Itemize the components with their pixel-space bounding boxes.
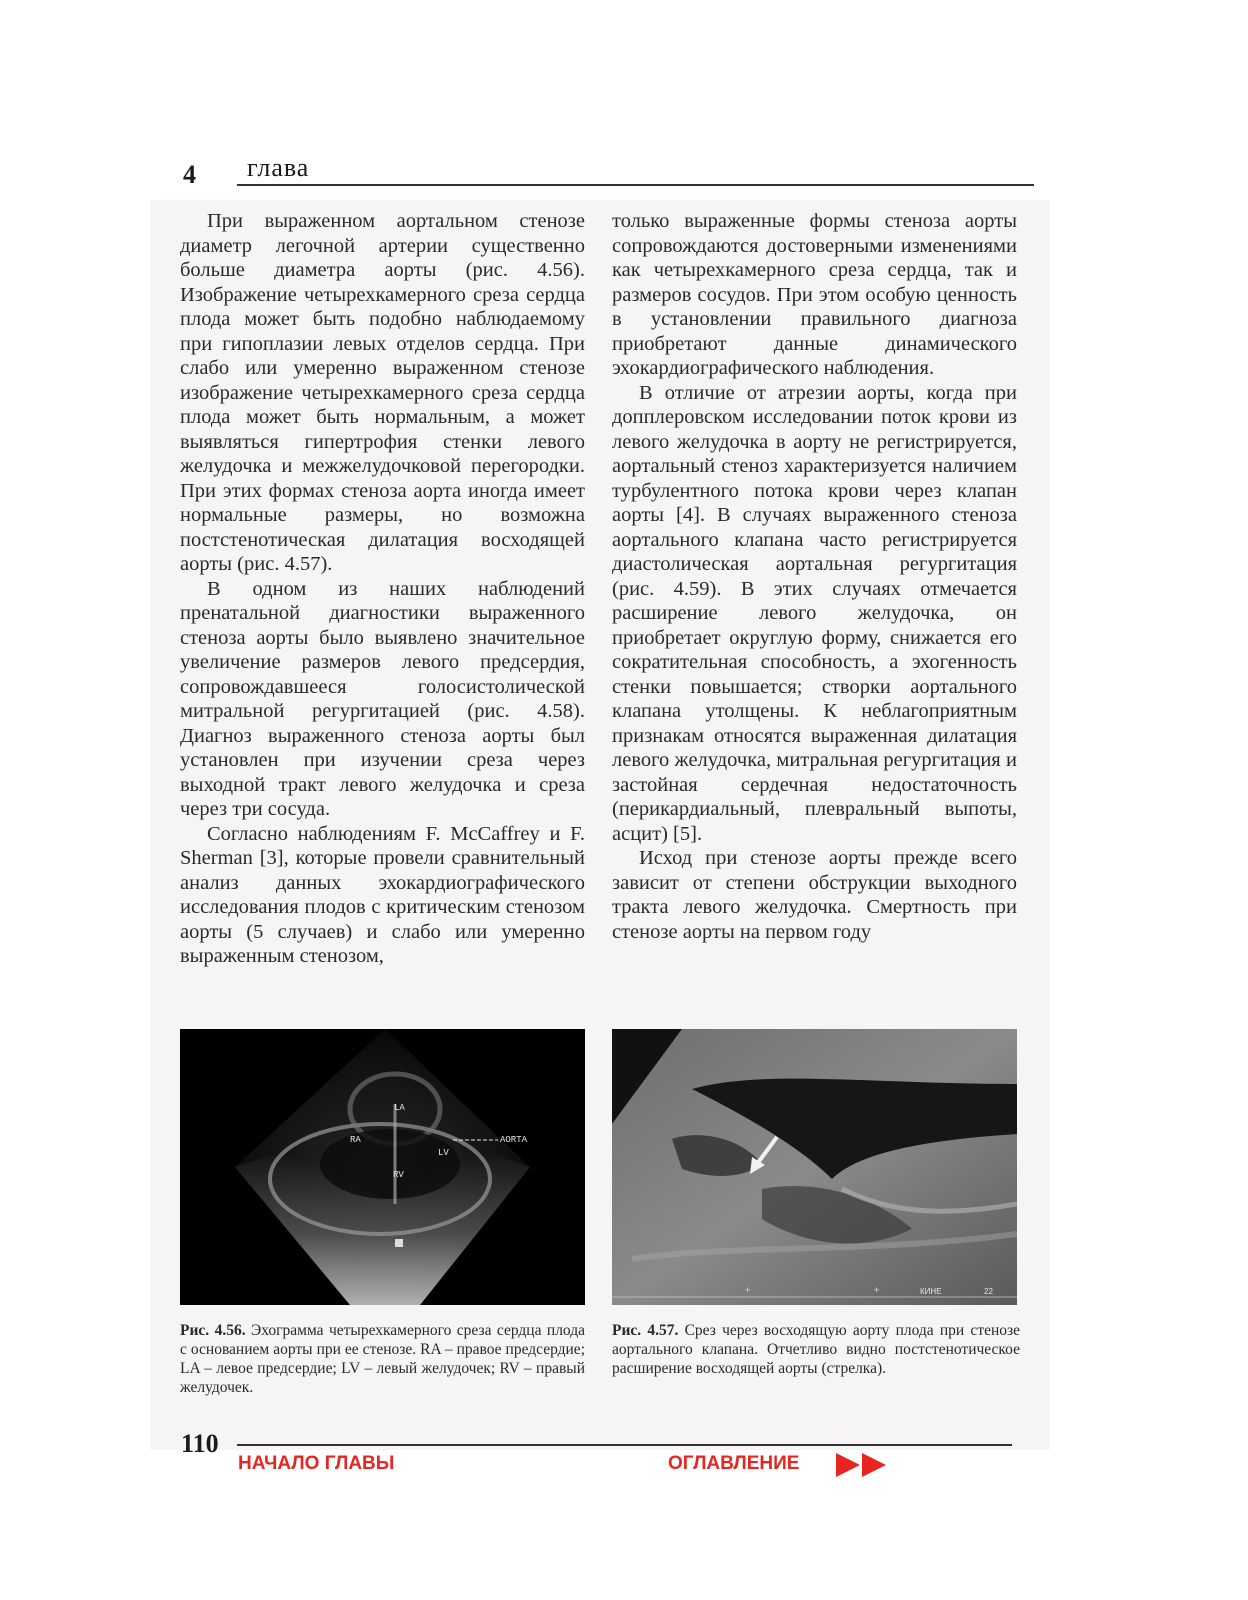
label-ra: RA <box>350 1135 361 1145</box>
figure-4-57-caption <box>612 1321 1020 1378</box>
marker-square <box>395 1239 403 1247</box>
overlay-mode-text: КИНЕ <box>920 1287 942 1296</box>
echogram-figure-4-56 <box>180 1029 585 1305</box>
chapter-word: глава <box>247 153 310 182</box>
left-paragraph-3: Согласно наблюдениям F. McCaffrey и F. Sherman [3], которые провели сравнительный анализ данных эхокардиографического исследования плодов с критическим стенозом аорты (5 случаев) и слабо или умеренно выраженным стенозом, <box>180 822 585 967</box>
chapter-number: 4 <box>183 160 196 189</box>
figure-4-57-label: Рис. 4.57. <box>612 1322 679 1339</box>
svg-text:+: + <box>874 1285 880 1295</box>
left-paragraph-1: При выраженном аортальном стенозе диаметр легочной артерии существенно больше диаметра аорты (рис. 4.56). Изображение четырехкамерного среза сердца плода может быть подобно наблюдаемому при гипоплазии левых отделов сердца. При слабо или умеренно выраженном стенозе изображение четырехкамерного среза сердца плода может быть нормальным, а может выявляться гипертрофия стенки левого желудочка и межжелудочковой перегородки. При этих формах стеноза аорта иногда имеет нормальные размеры, но возможна постстенотическая дилатация восходящей аорты (рис. 4.57). <box>180 210 585 575</box>
figure-4-57-text: Срез через восходящую аорту плода при стенозе аортального клапана. Отчетливо видно постстенотическое расширение восходящей аорты (стрелка). <box>612 1322 1021 1377</box>
figure-4-56-text: Эхограмма четырехкамерного среза сердца плода с основанием аорты при ее стенозе. RA – правое предсердие; LA – левое предсердие; LV – левый желудочек; RV – правый желудочек. <box>180 1322 586 1396</box>
figure-4-56-label: Рис. 4.56. <box>180 1322 246 1339</box>
label-la: LA <box>394 1103 405 1113</box>
right-paragraph-3: Исход при стенозе аорты прежде всего зависит от степени обструкции выходного тракта левого желудочка. Смертность при стенозе аорты на первом году <box>612 847 1017 943</box>
left-paragraph-2: В одном из наших наблюдений пренатальной диагностики выраженного стеноза аорты было выявлено значительное увеличение размеров левого предсердия, сопровождавшееся голосистолической митральной регургитацией (рис. 4.58). Диагноз выраженного стеноза аорты был установлен при изучении среза через выходной тракт левого желудочка и среза через три сосуда. <box>180 577 585 820</box>
header-rule <box>237 184 1034 186</box>
echogram-figure-4-57 <box>612 1029 1017 1305</box>
label-aorta: AORTA <box>500 1135 528 1145</box>
figure-4-56-caption <box>180 1321 585 1397</box>
echogram-image <box>180 1029 585 1305</box>
chapter-start-link[interactable]: НАЧАЛО ГЛАВЫ <box>238 1453 395 1474</box>
footer-rule <box>237 1444 1012 1446</box>
page-number: 110 <box>181 1429 219 1458</box>
right-paragraph-1: только выраженные формы стеноза аорты сопровождаются достоверными изменениями как четырехкамерного среза сердца, так и размеров сосудов. При этом особую ценность в установлении правильного диагноза приобретают данные динамического эхокардиографического наблюдения. <box>612 210 1017 379</box>
right-paragraph-2: В отличие от атрезии аорты, когда при допплеровском исследовании поток крови из левого желудочка в аорту не регистрируется, аортальный стеноз характеризуется наличием турбулентного потока крови через клапан аорты [4]. В случаях выраженного стеноза аортального клапана часто регистрируется диастолическая аортальная регургитация (рис. 4.59). В этих случаях отмечается расширение левого желудочка, он приобретает округлую форму, снижается его сократительная способность, а эхогенность стенки повышается; створки аортального клапана утолщены. К неблагоприятным признакам относятся выраженная дилатация левого желудочка, митральная регургитация и застойная сердечная недостаточность (перикардиальный, плевральный выпоты, асцит) [5]. <box>612 381 1017 845</box>
echogram-image-2 <box>612 1029 1017 1305</box>
left-column <box>180 209 585 969</box>
svg-text:+: + <box>745 1285 751 1295</box>
right-column <box>612 209 1017 944</box>
label-lv: LV <box>438 1148 449 1158</box>
next-page-arrows-icon[interactable] <box>834 1451 890 1479</box>
label-rv: RV <box>393 1170 404 1180</box>
table-of-contents-link[interactable]: ОГЛАВЛЕНИЕ <box>668 1453 800 1474</box>
overlay-number: 22 <box>984 1287 993 1296</box>
